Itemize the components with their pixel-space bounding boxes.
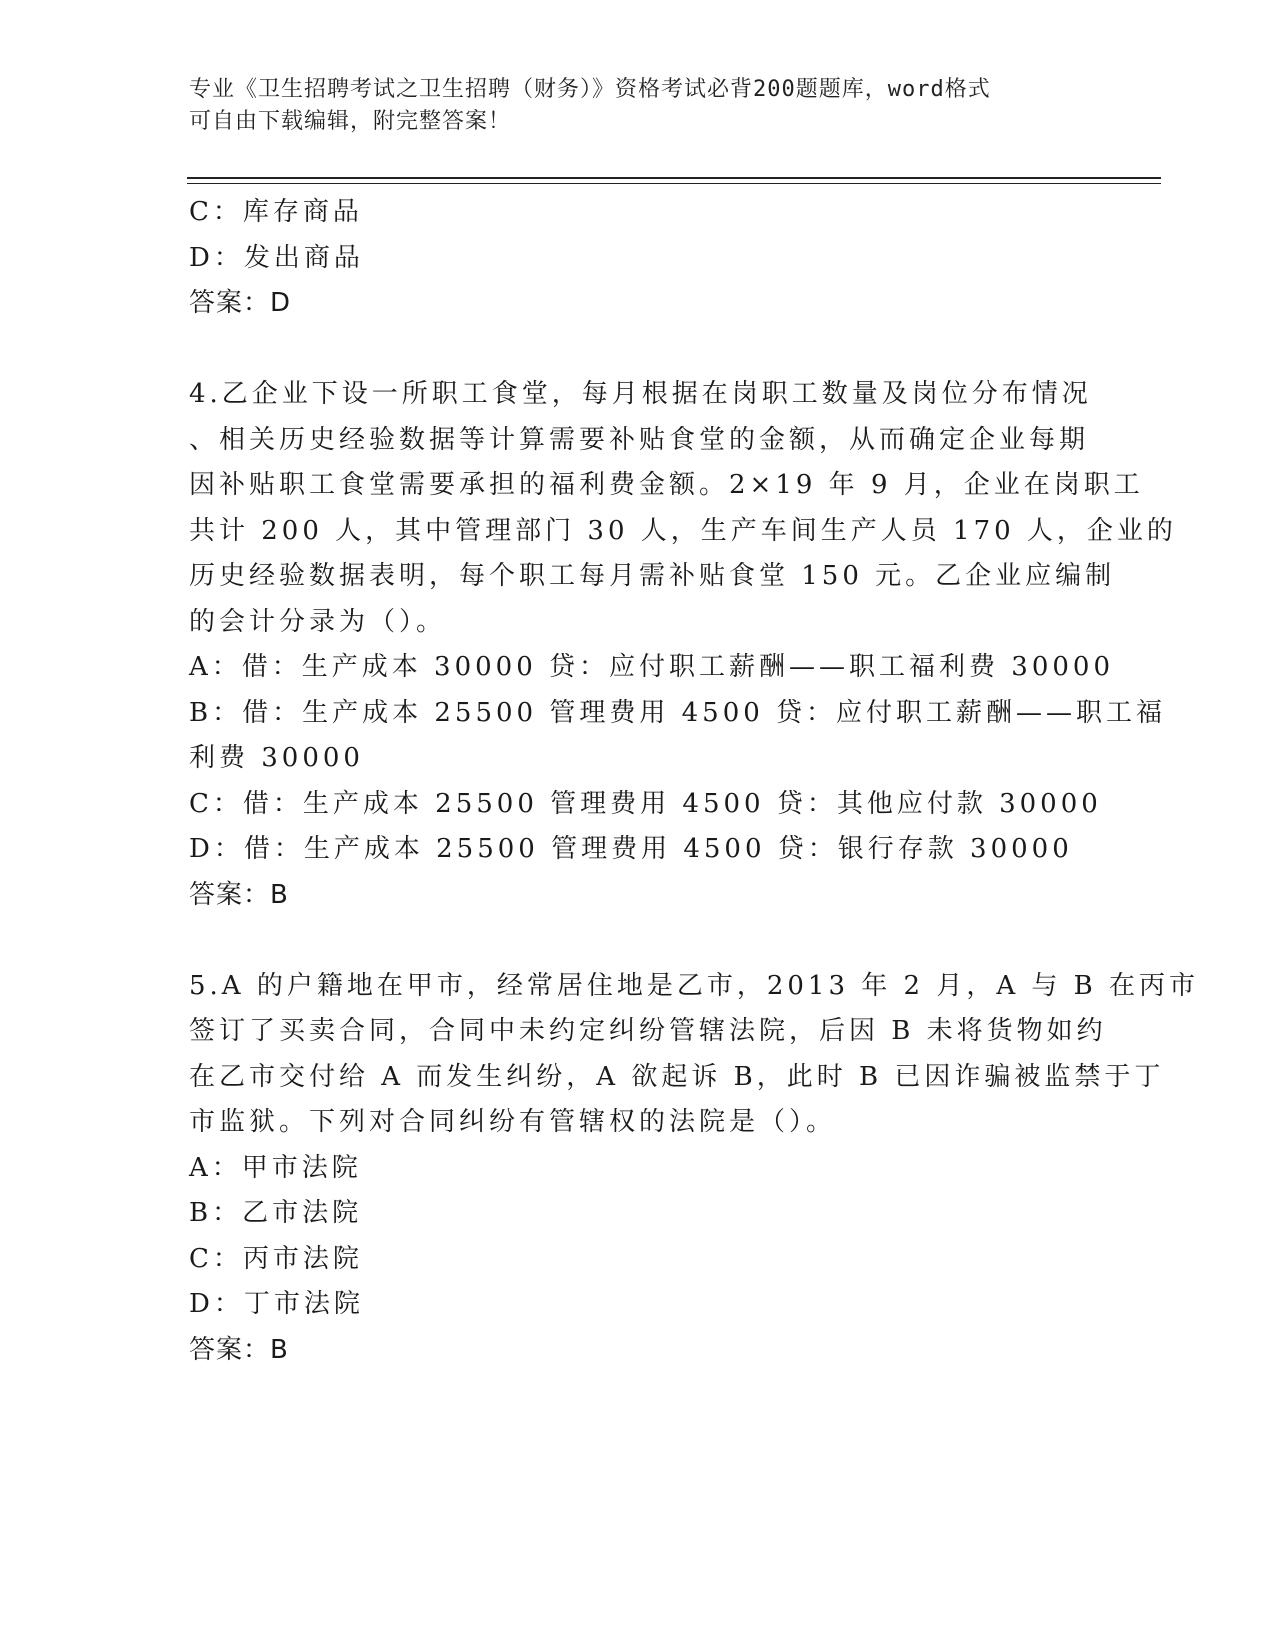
question-stem-line: 市监狱。下列对合同纠纷有管辖权的法院是（）。: [189, 1107, 837, 1137]
answer-line: 答案：B: [189, 1334, 289, 1365]
option-c: C：借：生产成本 25500 管理费用 4500 贷：其他应付款 30000: [189, 788, 1102, 819]
spacer: [189, 918, 1089, 964]
document-body: [189, 190, 1200, 1373]
question-4: [189, 372, 1177, 918]
question-stem-line: 的会计分录为（）。: [189, 606, 447, 637]
option-c: C：丙市法院: [189, 1243, 363, 1274]
option-b: B：借：生产成本 25500 管理费用 4500 贷：应付职工薪酬——职工福: [189, 697, 1167, 728]
question-stem-line: 5.A 的户籍地在甲市，经常居住地是乙市，2013 年 2 月，A 与 B 在丙市: [189, 970, 1200, 1001]
option-d: D：发出商品: [189, 242, 364, 273]
option-d: D：丁市法院: [189, 1289, 364, 1319]
option-a: A：甲市法院: [189, 1152, 362, 1183]
question-stem-line: 签订了买卖合同，合同中未约定纠纷管辖法院，后因 B 未将货物如约: [189, 1016, 1107, 1046]
option-d: D：借：生产成本 25500 管理费用 4500 贷：银行存款 30000: [189, 834, 1073, 864]
answer-line: 答案：B: [189, 879, 289, 910]
document-header: [189, 74, 1069, 138]
option-a: A：借：生产成本 30000 贷：应付职工薪酬——职工福利费 30000: [189, 652, 1114, 682]
header-divider-thick: [187, 177, 1161, 179]
question-stem-line: 共计 200 人，其中管理部门 30 人，生产车间生产人员 170 人，企业的: [189, 515, 1177, 546]
header-line-2: 可自由下载编辑，附完整答案！: [189, 109, 512, 134]
option-b-continued: 利费 30000: [189, 743, 364, 773]
question-5: [189, 964, 1200, 1374]
question-stem-line: 、相关历史经验数据等计算需要补贴食堂的金额，从而确定企业每期: [189, 424, 1090, 455]
option-c: C：库存商品: [189, 197, 363, 227]
previous-question-tail: [189, 190, 1089, 327]
question-stem-line: 在乙市交付给 A 而发生纠纷，A 欲起诉 B，此时 B 已因诈骗被监禁于丁: [189, 1061, 1165, 1092]
header-line-1: 专业《卫生招聘考试之卫生招聘（财务）》资格考试必背200题题库，word格式: [189, 77, 991, 102]
question-stem-line: 历史经验数据表明，每个职工每月需补贴食堂 150 元。乙企业应编制: [189, 561, 1116, 591]
question-stem-line: 4.乙企业下设一所职工食堂，每月根据在岗职工数量及岗位分布情况: [189, 379, 1092, 409]
option-b: B：乙市法院: [189, 1198, 363, 1228]
question-stem-line: 因补贴职工食堂需要承担的福利费金额。2×19 年 9 月，企业在岗职工: [189, 470, 1144, 500]
answer-line: 答案：D: [189, 288, 292, 318]
header-divider-thin: [187, 183, 1161, 184]
spacer: [189, 327, 1089, 373]
